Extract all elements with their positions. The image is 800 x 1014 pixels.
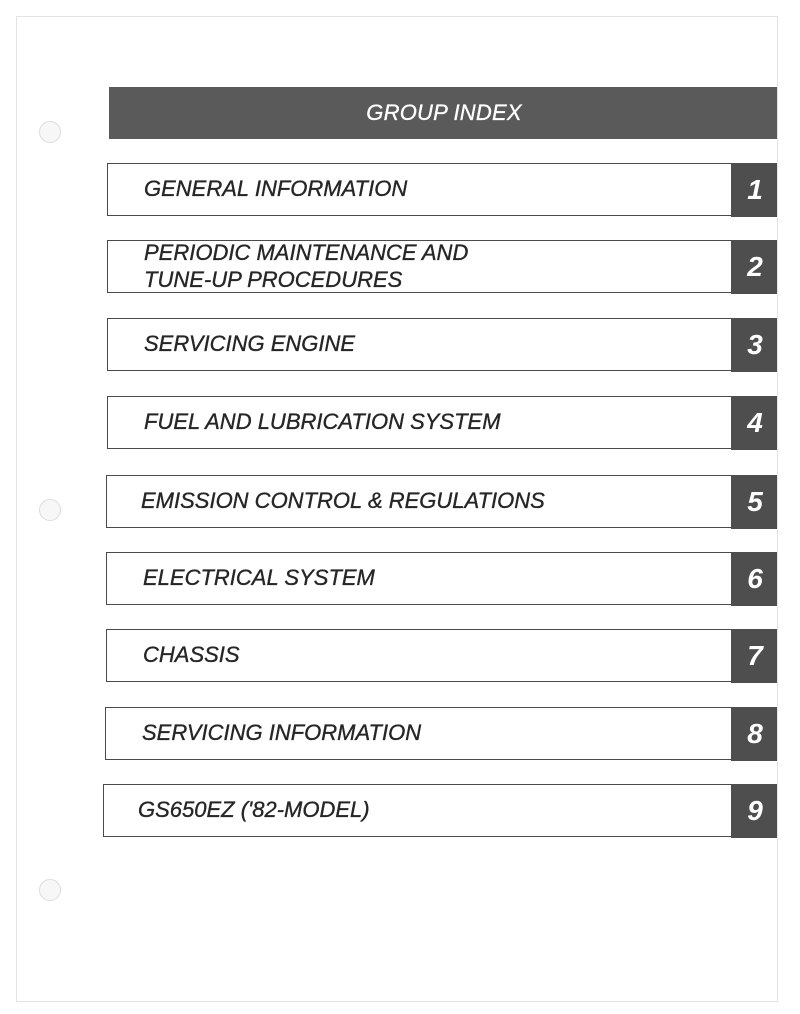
index-entry-chassis[interactable] [106,629,778,682]
entry-label: EMISSION CONTROL & REGULATIONS [141,488,545,514]
page-title: GROUP INDEX [366,100,522,125]
entry-number-tab: 2 [731,240,779,294]
entry-label: SERVICING ENGINE [144,331,356,357]
entry-number-tab: 3 [731,318,779,372]
binder-hole-icon [39,879,61,901]
entry-label: CHASSIS [143,642,240,668]
entry-label: FUEL AND LUBRICATION SYSTEM [144,409,501,435]
index-entry-fuel-lubrication[interactable] [107,396,778,449]
entry-number-tab: 9 [731,784,779,838]
index-entry-electrical-system[interactable] [106,552,778,605]
index-entry-general-information[interactable] [107,163,778,216]
entry-number-tab: 1 [731,163,779,217]
binder-hole-icon [39,121,61,143]
binder-hole-icon [39,499,61,521]
entry-label: GENERAL INFORMATION [144,176,408,202]
index-entry-emission-control[interactable] [106,475,778,528]
entry-number-tab: 4 [731,396,779,450]
index-entry-servicing-engine[interactable] [107,318,778,371]
entry-number-tab: 6 [731,552,779,606]
entry-number-tab: 5 [731,475,779,529]
document-page [16,16,778,1002]
entry-label: GS650EZ ('82-MODEL) [138,797,370,823]
entry-label: ELECTRICAL SYSTEM [143,565,375,591]
entry-number-tab: 8 [731,707,779,761]
entry-label: PERIODIC MAINTENANCE AND TUNE-UP PROCEDURES [144,240,469,292]
index-entry-gs650ez-model[interactable] [103,784,778,837]
entry-number-tab: 7 [731,629,779,683]
entry-label: SERVICING INFORMATION [142,720,422,746]
index-entry-servicing-information[interactable] [105,707,778,760]
group-index-header [109,87,778,139]
index-entry-periodic-maintenance[interactable] [107,240,778,293]
